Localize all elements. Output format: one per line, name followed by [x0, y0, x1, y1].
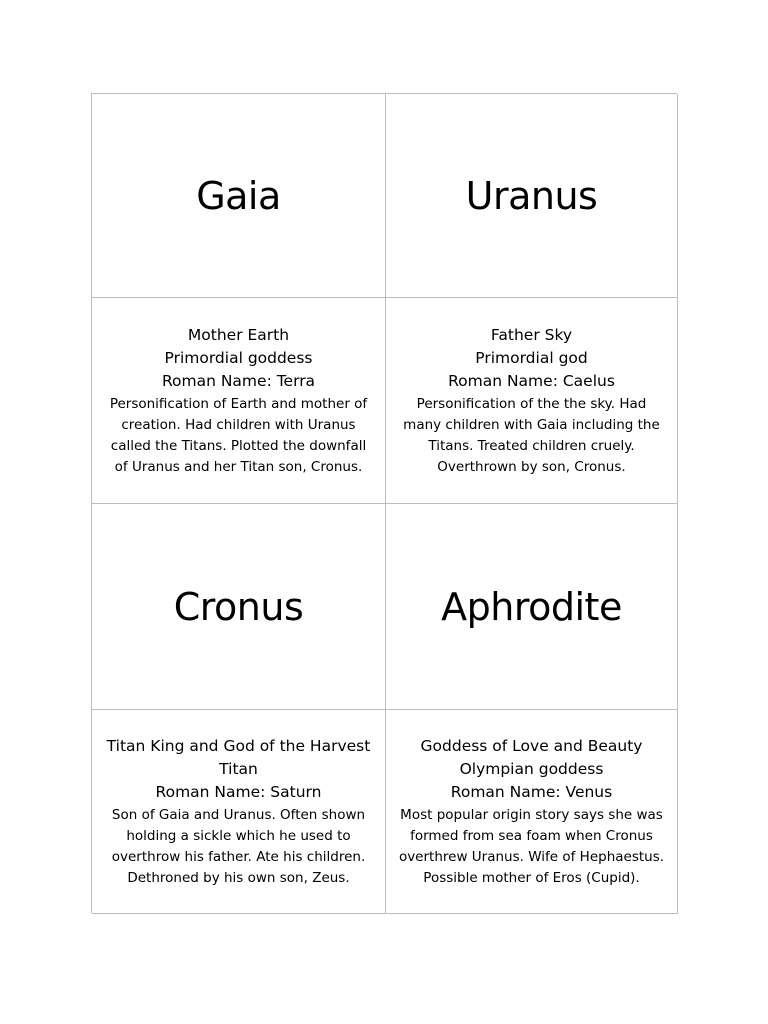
card-description: Personification of the the sky. Had many children with Gaia including the Titans. Treated children cruely. Overthrown by son, Cronus. [403, 395, 660, 475]
card-uranus-front [386, 94, 678, 298]
card-type: Primordial goddess [164, 348, 313, 367]
card-roman-name: Roman Name: Venus [450, 782, 613, 801]
card-gaia-back [92, 298, 386, 504]
card-roman-name: Roman Name: Saturn [155, 782, 322, 801]
card-info [398, 324, 666, 478]
card-gaia-front [92, 94, 386, 298]
card-aphrodite-back [386, 710, 678, 914]
card-type: Titan [219, 759, 258, 778]
card-uranus-back [386, 298, 678, 504]
card-name: Aphrodite [441, 584, 622, 629]
card-info [105, 324, 373, 478]
card-title: Mother Earth [187, 325, 290, 344]
card-name: Cronus [173, 584, 304, 629]
card-title: Father Sky [490, 325, 573, 344]
card-title: Titan King and God of the Harvest [106, 736, 371, 755]
card-name: Gaia [196, 173, 281, 218]
card-info [398, 735, 666, 889]
card-roman-name: Roman Name: Caelus [448, 371, 615, 390]
card-description: Personification of Earth and mother of creation. Had children with Uranus called the Titans. Plotted the downfall of Uranus and her Titan son, Cronus. [109, 395, 368, 475]
card-cronus-back [92, 710, 386, 914]
card-type: Primordial god [475, 348, 588, 367]
card-cronus-front [92, 504, 386, 710]
card-name: Uranus [465, 173, 598, 218]
flashcard-grid [91, 93, 677, 913]
card-description: Son of Gaia and Uranus. Often shown holding a sickle which he used to overthrow his father. Ate his children. Dethroned by his own son, Zeus. [111, 806, 366, 886]
card-roman-name: Roman Name: Terra [161, 371, 316, 390]
card-title: Goddess of Love and Beauty [420, 736, 643, 755]
card-description: Most popular origin story says she was formed from sea foam when Cronus overthrew Uranus. Wife of Hephaestus. Possible mother of Eros (Cupid). [398, 806, 665, 886]
card-info [105, 735, 373, 889]
card-aphrodite-front [386, 504, 678, 710]
card-type: Olympian goddess [459, 759, 604, 778]
